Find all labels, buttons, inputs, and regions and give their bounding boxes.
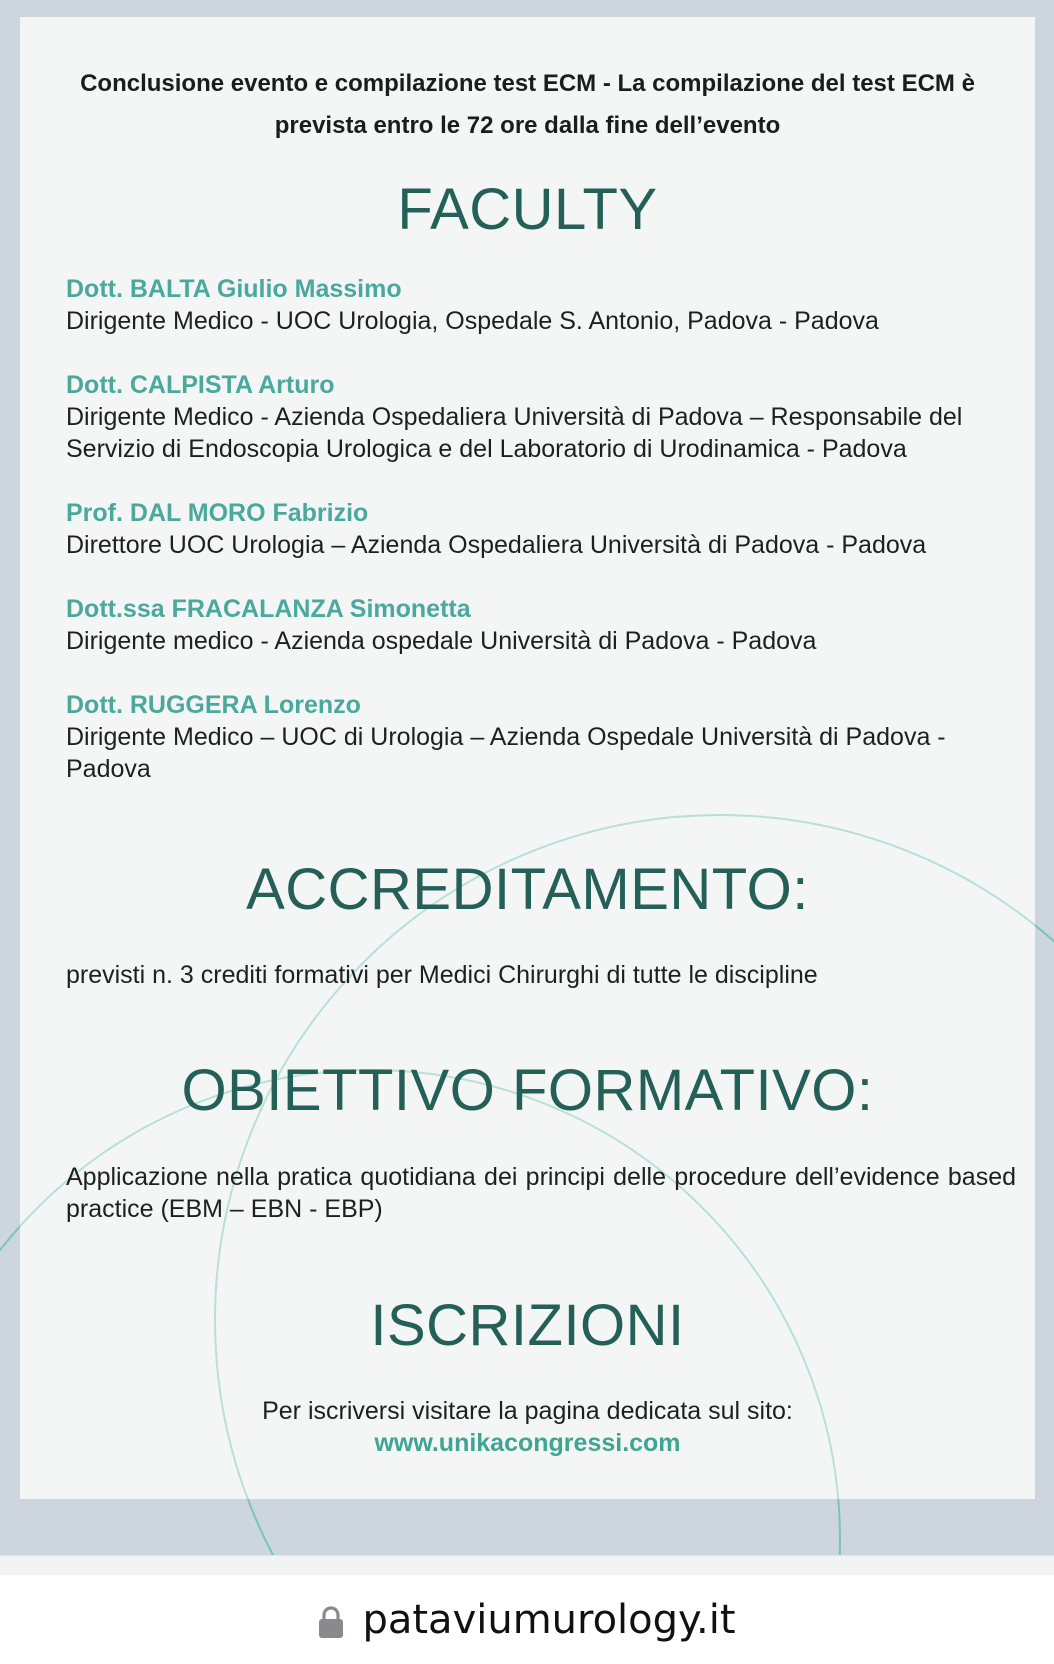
faculty-name: Prof. DAL MORO Fabrizio bbox=[66, 499, 369, 527]
url-text[interactable]: pataviumurology.it bbox=[362, 1596, 736, 1643]
accreditamento-title: ACCREDITAMENTO: bbox=[246, 857, 809, 922]
iscrizioni-link[interactable]: www.unikacongressi.com bbox=[374, 1429, 681, 1457]
faculty-name: Dott.ssa FRACALANZA Simonetta bbox=[66, 595, 471, 623]
ecm-intro-notice bbox=[60, 63, 995, 147]
browser-address-bar[interactable] bbox=[0, 1575, 1054, 1664]
faculty-member bbox=[66, 369, 1016, 465]
accreditamento-text: previsti n. 3 crediti formativi per Medici Chirurghi di tutte le discipline bbox=[66, 961, 818, 989]
intro-line-1: Conclusione evento e compilazione test ECM - La compilazione del test ECM è bbox=[80, 70, 975, 97]
faculty-role: Dirigente Medico – UOC di Urologia – Azienda Ospedale Università di Padova - Padova bbox=[66, 723, 946, 783]
content-card bbox=[20, 17, 1035, 1499]
faculty-name: Dott. BALTA Giulio Massimo bbox=[66, 275, 402, 303]
lock-icon bbox=[318, 1605, 344, 1639]
faculty-role: Direttore UOC Urologia – Azienda Ospedaliera Università di Padova - Padova bbox=[66, 531, 927, 559]
faculty-role: Dirigente Medico - Azienda Ospedaliera Università di Padova – Responsabile del Servizio di Endoscopia Urologica e del Laboratorio di Urodinamica - Padova bbox=[66, 403, 963, 463]
faculty-member bbox=[66, 273, 1016, 337]
faculty-member bbox=[66, 497, 1016, 561]
intro-line-2: prevista entro le 72 ore dalla fine dell’evento bbox=[274, 112, 781, 139]
faculty-role: Dirigente medico - Azienda ospedale Università di Padova - Padova bbox=[66, 627, 817, 655]
faculty-member bbox=[66, 593, 1016, 657]
toolbar-separator bbox=[0, 1555, 1054, 1576]
faculty-role: Dirigente Medico - UOC Urologia, Ospedale S. Antonio, Padova - Padova bbox=[66, 307, 879, 335]
obiettivo-title: OBIETTIVO FORMATIVO: bbox=[181, 1058, 874, 1123]
iscrizioni-text: Per iscriversi visitare la pagina dedicata sul sito: bbox=[262, 1397, 793, 1425]
faculty-member bbox=[66, 689, 1016, 785]
faculty-name: Dott. CALPISTA Arturo bbox=[66, 371, 335, 399]
iscrizioni-title: ISCRIZIONI bbox=[370, 1293, 685, 1358]
faculty-name: Dott. RUGGERA Lorenzo bbox=[66, 691, 361, 719]
faculty-title: FACULTY bbox=[397, 177, 658, 242]
obiettivo-text: Applicazione nella pratica quotidiana dei principi delle procedure dell’evidence based practice (EBM – EBN - EBP) bbox=[66, 1163, 1016, 1223]
